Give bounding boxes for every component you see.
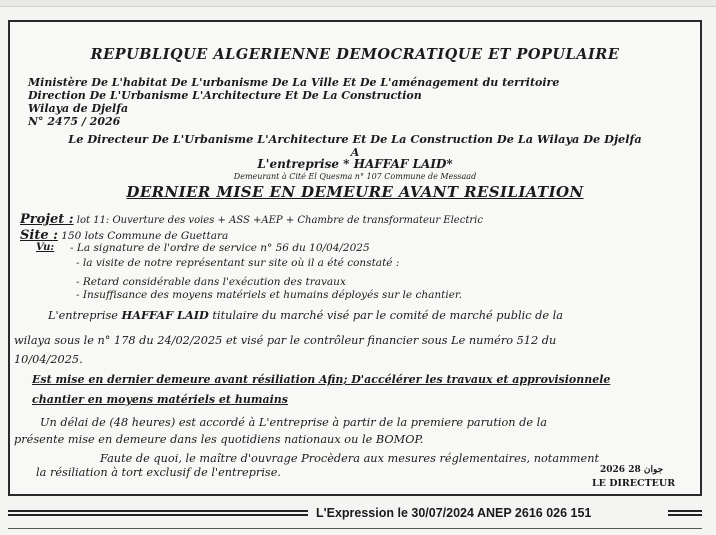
company-address: Demeurant à Cité El Quesma n° 107 Commune de Messaad bbox=[233, 172, 477, 181]
company-name: L'entreprise * HAFFAF LAID* bbox=[257, 157, 453, 171]
vu-line: - La signature de l'ordre de service n° 56 du 10/04/2025 bbox=[70, 242, 370, 254]
site-label: Site : bbox=[20, 228, 58, 243]
body-line: 10/04/2025. bbox=[14, 353, 83, 366]
body-line: wilaya sous le n° 178 du 24/02/2025 et visé par le contrôleur financier sous Le numéro 512 du bbox=[14, 334, 557, 347]
republic-heading: REPUBLIQUE ALGERIENNE DEMOCRATIQUE ET POPULAIRE bbox=[90, 46, 620, 63]
scan-edge bbox=[0, 0, 716, 7]
site-text: 150 lots Commune de Guettara bbox=[57, 230, 229, 242]
delay-line: Un délai de (48 heures) est accordé à L'entreprise à partir de la premiere parution de la bbox=[40, 416, 548, 429]
notice-line: chantier en moyens matériels et humains bbox=[32, 393, 288, 406]
bottom-rule bbox=[8, 528, 702, 529]
notice-frame bbox=[8, 20, 702, 496]
from-director: Le Directeur De L'Urbanisme L'Architecture Et De La Construction De La Wilaya De Djelfa bbox=[68, 132, 642, 146]
vu-line: - la visite de notre représentant sur site où il a été constaté : bbox=[76, 257, 400, 269]
signature-date: 2026 جوان 28 bbox=[600, 465, 664, 475]
addressed-to: A bbox=[350, 146, 360, 159]
fault-line: la résiliation à tort exclusif de l'entreprise. bbox=[36, 466, 282, 479]
wilaya-line: Wilaya de Djelfa bbox=[28, 102, 129, 115]
fault-line: Faute de quoi, le maître d'ouvrage Procèdera aux mesures réglementaires, notamment bbox=[100, 452, 600, 465]
footer-rule bbox=[668, 510, 702, 516]
vu-line: - Insuffisance des moyens matériels et humains déployés sur le chantier. bbox=[76, 289, 463, 301]
company-bold: HAFFAF LAID bbox=[121, 308, 209, 322]
site-row bbox=[20, 224, 228, 243]
vu-line: - Retard considérable dans l'exécution des travaux bbox=[76, 276, 346, 288]
signature-title: LE DIRECTEUR bbox=[592, 478, 676, 489]
direction-line: Direction De L'Urbanisme L'Architecture Et De La Construction bbox=[28, 89, 422, 102]
footer-text: L'Expression le 30/07/2024 ANEP 2616 026 151 bbox=[316, 506, 592, 520]
notice-line: Est mise en dernier demeure avant résiliation Afin; D'accélérer les travaux et approvisionnele bbox=[32, 373, 611, 386]
newspaper-footer bbox=[8, 506, 702, 522]
project-text: lot 11: Ouverture des voies + ASS +AEP + Chambre de transformateur Electric bbox=[73, 215, 483, 226]
project-label: Projet : bbox=[20, 212, 74, 227]
body-line: L'entreprise HAFFAF LAID titulaire du marché visé par le comité de marché public de la bbox=[48, 308, 564, 322]
ministry-line: Ministère De L'habitat De L'urbanisme De La Ville Et De L'aménagement du territoire bbox=[28, 76, 560, 89]
reference-number: N° 2475 / 2026 bbox=[28, 115, 121, 128]
vu-label: Vu: bbox=[36, 242, 55, 253]
notice-title: DERNIER MISE EN DEMEURE AVANT RESILIATION bbox=[126, 183, 584, 201]
footer-rule bbox=[8, 510, 308, 516]
delay-line: présente mise en demeure dans les quotidiens nationaux ou le BOMOP. bbox=[14, 433, 424, 446]
